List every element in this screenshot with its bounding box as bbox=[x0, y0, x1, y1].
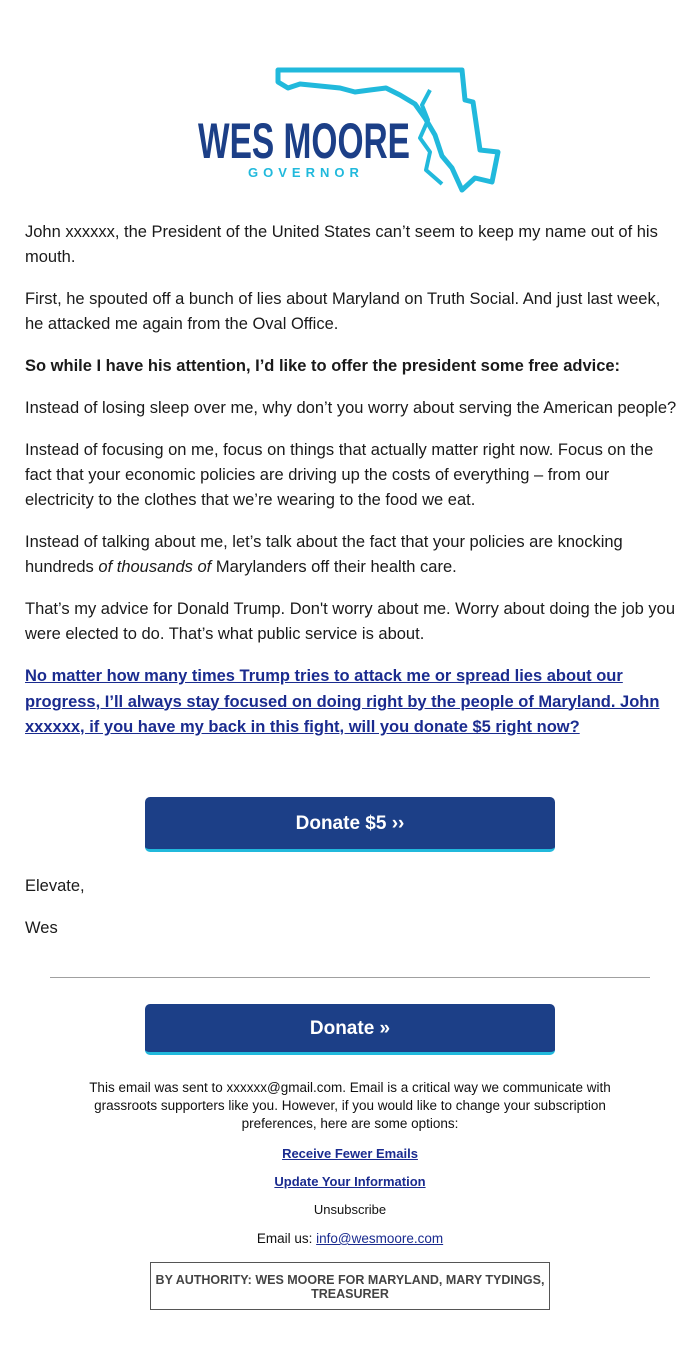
paragraph-bold: So while I have his attention, I’d like to offer the president some free advice: bbox=[25, 357, 621, 375]
donate-5-button[interactable]: Donate $5 ›› bbox=[145, 797, 555, 852]
donate-button[interactable]: Donate » bbox=[145, 1004, 555, 1055]
paragraph: Instead of focusing on me, focus on things that actually matter right now. Focus on the fact that your economic policies are driving up the costs of everything – from our electricity to the clothes that we’re wearing to the food we eat. bbox=[25, 441, 654, 509]
paragraph-part: Marylanders off their health care. bbox=[211, 558, 457, 576]
logo-subtitle: GOVERNOR bbox=[248, 165, 364, 180]
email-body bbox=[25, 220, 680, 741]
paragraph-emphasis: of thousands of bbox=[98, 558, 212, 576]
paragraph: Instead of losing sleep over me, why don’t you worry about serving the American people? bbox=[25, 399, 677, 417]
authority-disclaimer: BY AUTHORITY: WES MOORE FOR MARYLAND, MARY TYDINGS, TREASURER bbox=[150, 1262, 550, 1310]
receive-fewer-emails-link[interactable]: Receive Fewer Emails bbox=[282, 1146, 418, 1161]
footer-link-row bbox=[0, 1174, 700, 1189]
divider bbox=[50, 977, 650, 978]
paragraph: First, he spouted off a bunch of lies about Maryland on Truth Social. And just last week, he attacked me again from the Oval Office. bbox=[25, 290, 661, 333]
footer-link-row bbox=[0, 1146, 700, 1161]
donate-cta-link[interactable]: No matter how many times Trump tries to attack me or spread lies about our progress, I’ll always stay focused on doing right by the people of Maryland. John xxxxxx, if you have my back in this fight, will you donate $5 right now? bbox=[25, 667, 660, 736]
contact-email-link[interactable]: info@wesmoore.com bbox=[316, 1231, 444, 1246]
unsubscribe-link[interactable]: Unsubscribe bbox=[313, 1202, 387, 1217]
paragraph-part: Instead of talking about me, let’s talk about the fact that your policies are knocking hundreds bbox=[25, 533, 623, 576]
paragraph: John xxxxxx, the President of the United States can’t seem to keep my name out of his mouth. bbox=[25, 223, 658, 266]
footer-email-row bbox=[0, 1231, 700, 1246]
signature-name: Wes bbox=[25, 919, 58, 937]
wes-moore-logo bbox=[190, 60, 510, 200]
footer-notice: This email was sent to xxxxxx@gmail.com. Email is a critical way we communicate with grassroots supporters like you. However, if you would like to change your subscription preferences, here are some options: bbox=[89, 1080, 611, 1131]
paragraph: That’s my advice for Donald Trump. Don't worry about me. Worry about doing the job you were elected to do. That’s what public service is about. bbox=[25, 600, 676, 643]
paragraph bbox=[25, 530, 680, 580]
email-label: Email us: bbox=[256, 1231, 317, 1246]
update-information-link[interactable]: Update Your Information bbox=[274, 1174, 426, 1189]
closing-text: Elevate, bbox=[25, 877, 85, 895]
logo-name: WES MOORE bbox=[198, 113, 410, 169]
footer-link-row bbox=[0, 1202, 700, 1217]
